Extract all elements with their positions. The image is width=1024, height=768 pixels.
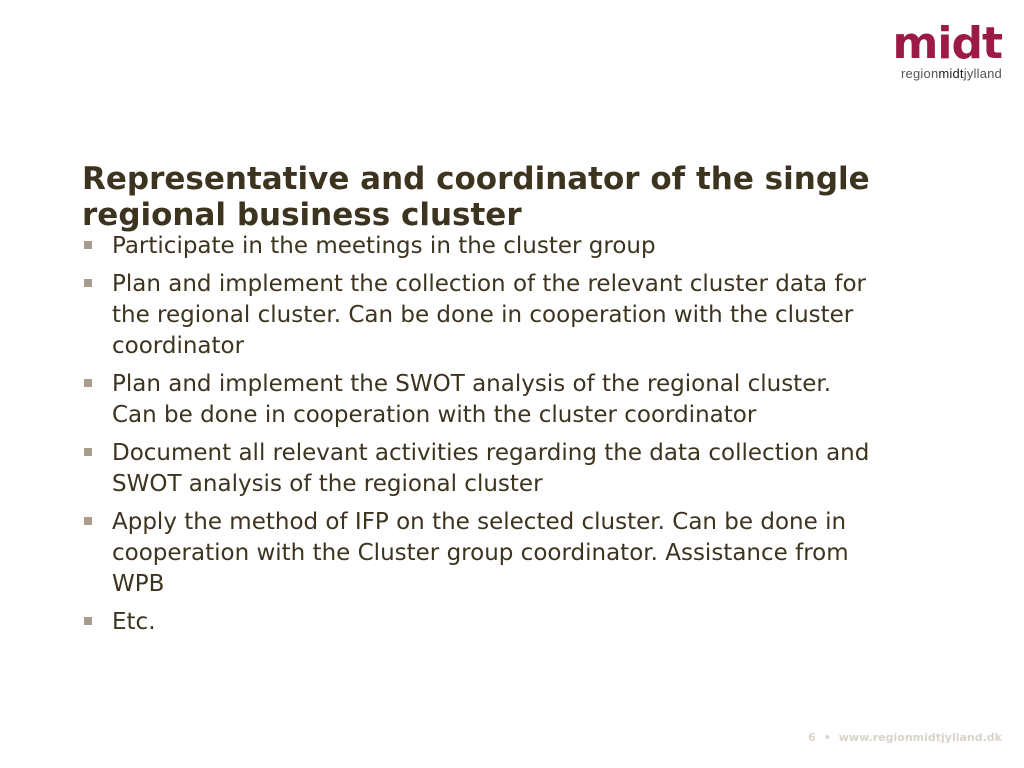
bullet-text: Plan and implement the SWOT analysis of the regional cluster. Can be done in cooperation with the cluster coordinator xyxy=(112,371,832,428)
square-bullet-icon xyxy=(84,279,92,287)
logo-wordmark: midt xyxy=(892,18,1002,69)
bullet-text: Apply the method of IFP on the selected cluster. Can be done in cooperation with the Cluster group coordinator. Assistance from WPB xyxy=(112,509,849,597)
square-bullet-icon xyxy=(84,448,92,456)
logo-sub-suffix: jylland xyxy=(963,66,1002,81)
slide-title: Representative and coordinator of the single regional business cluster xyxy=(82,161,870,233)
square-bullet-icon xyxy=(84,241,92,249)
bullet-list xyxy=(82,231,882,645)
logo-sub-prefix: region xyxy=(901,66,939,81)
square-bullet-icon xyxy=(84,379,92,387)
bullet-item xyxy=(82,607,882,638)
bullet-item xyxy=(82,507,882,600)
bullet-text: Participate in the meetings in the cluster group xyxy=(112,233,656,259)
page-number: 6 xyxy=(808,731,816,744)
bullet-text: Plan and implement the collection of the relevant cluster data for the regional cluster. Can be done in cooperation with the cluster coordinator xyxy=(112,271,867,359)
logo-sub-strong: midt xyxy=(938,66,964,81)
square-bullet-icon xyxy=(84,617,92,625)
bullet-item xyxy=(82,438,882,500)
footer-url[interactable]: www.regionmidtjylland.dk xyxy=(838,731,1002,744)
square-bullet-icon xyxy=(84,517,92,525)
footer-separator: • xyxy=(823,731,831,744)
bullet-text: Document all relevant activities regarding the data collection and SWOT analysis of the regional cluster xyxy=(112,440,870,497)
bullet-item xyxy=(82,269,882,362)
slide-footer xyxy=(808,731,1002,744)
bullet-item xyxy=(82,369,882,431)
bullet-text: Etc. xyxy=(112,609,156,635)
bullet-item xyxy=(82,231,882,262)
logo-subtitle xyxy=(872,66,1002,81)
region-midtjylland-logo xyxy=(872,18,1002,81)
